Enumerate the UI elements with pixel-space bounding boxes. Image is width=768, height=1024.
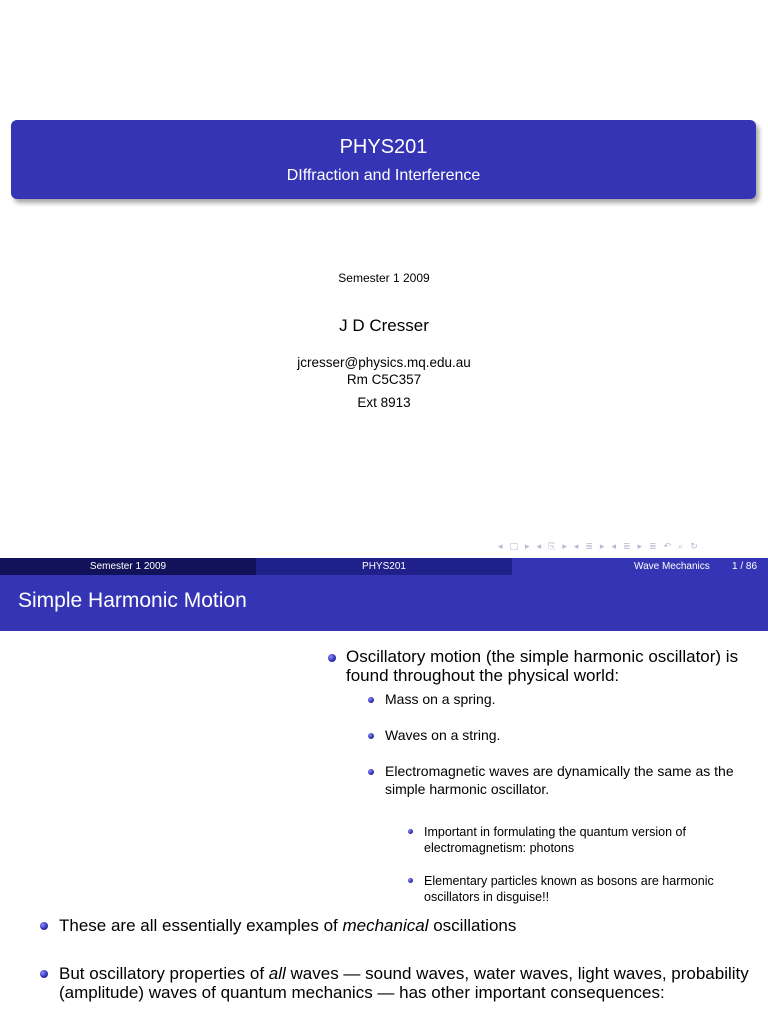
- bullet-icon: [328, 654, 336, 662]
- bullet-icon: [408, 829, 413, 834]
- nav-forward-icon[interactable]: ↻: [690, 542, 698, 552]
- page-number: 1 / 86: [732, 561, 758, 572]
- date-text: Semester 1 2009: [338, 271, 430, 285]
- bullet-icon: [40, 970, 48, 978]
- bullet-text: Important in formulating the quantum version of electromagnetism: photons: [424, 825, 686, 855]
- list-item: [368, 690, 764, 708]
- nav-next-slide-icon[interactable]: ▸: [525, 542, 530, 552]
- nav-subsection-icon[interactable]: ≣: [585, 542, 593, 552]
- nav-prev-section-icon[interactable]: ◂: [611, 542, 616, 552]
- list-item: [368, 762, 764, 798]
- nav-frame-icon[interactable]: ⎘: [548, 542, 556, 552]
- list-item: [40, 964, 760, 1002]
- author-email: jcresser@physics.mq.edu.au: [297, 355, 471, 370]
- bullet-icon: [408, 878, 413, 883]
- nav-next-frame-icon[interactable]: ▸: [562, 542, 567, 552]
- nav-search-icon[interactable]: ⌕: [678, 542, 684, 552]
- bullet-icon: [40, 922, 48, 930]
- bullet-icon: [368, 769, 374, 775]
- bullet-text-end: oscillations: [428, 916, 517, 935]
- bullet-text-emphasis: all: [268, 964, 286, 983]
- nav-prev-slide-icon[interactable]: ◂: [498, 542, 503, 552]
- bullet-text-start: These are all essentially examples of: [59, 916, 343, 935]
- bullet-icon: [368, 697, 374, 703]
- bullet-text: Elementary particles known as bosons are harmonic oscillators in disguise!!: [424, 874, 714, 904]
- author-name: J D Cresser: [339, 316, 429, 335]
- bullet-text: [59, 964, 760, 1002]
- footer-course: PHYS201: [256, 558, 512, 575]
- list-item: [408, 824, 764, 856]
- presentation-subtitle: DIffraction and Interference: [286, 167, 481, 184]
- frame-title: Simple Harmonic Motion: [18, 589, 247, 612]
- nav-prev-subsection-icon[interactable]: ◂: [573, 542, 579, 552]
- bullet-text-end: waves — sound waves, water waves, light waves, probability (amplitude) waves of quantum mechanics — has other important consequences:: [59, 964, 749, 1002]
- list-item: [328, 647, 764, 685]
- course-title: PHYS201: [339, 136, 428, 158]
- author-room: Rm C5C357: [346, 372, 422, 387]
- nav-next-subsection-icon[interactable]: ▸: [599, 542, 605, 552]
- bullet-text-start: But oscillatory properties of: [59, 964, 269, 983]
- slide-footer: [0, 558, 768, 575]
- footer-topic: Wave Mechanics: [634, 561, 710, 572]
- bullet-text: Waves on a string.: [385, 727, 501, 743]
- list-item: [40, 916, 760, 935]
- bullet-text-emphasis: mechanical: [342, 916, 429, 935]
- bullet-text: Mass on a spring.: [385, 691, 496, 707]
- beamer-navigation-bar: [498, 540, 698, 554]
- list-item: [408, 873, 764, 905]
- bullet-text: [59, 916, 760, 935]
- nav-slide-icon[interactable]: □: [509, 542, 519, 552]
- nav-next-section-icon[interactable]: ▸: [637, 542, 643, 552]
- nav-section-icon[interactable]: ≣: [622, 542, 631, 552]
- nav-document-icon[interactable]: ≣: [649, 542, 657, 552]
- nav-back-icon[interactable]: ↶: [663, 542, 672, 552]
- bullet-text: Electromagnetic waves are dynamically the same as the simple harmonic oscillator.: [385, 763, 734, 797]
- list-item: [368, 726, 764, 744]
- footer-right: [512, 558, 768, 575]
- nav-prev-frame-icon[interactable]: ◂: [536, 542, 542, 552]
- title-block: [11, 120, 756, 199]
- frame-title-bar: [0, 575, 768, 631]
- author-extension: Ext 8913: [357, 395, 411, 410]
- footer-date: Semester 1 2009: [0, 558, 256, 575]
- bullet-icon: [368, 733, 374, 739]
- bullet-text: Oscillatory motion (the simple harmonic oscillator) is found throughout the physical world:: [346, 647, 739, 685]
